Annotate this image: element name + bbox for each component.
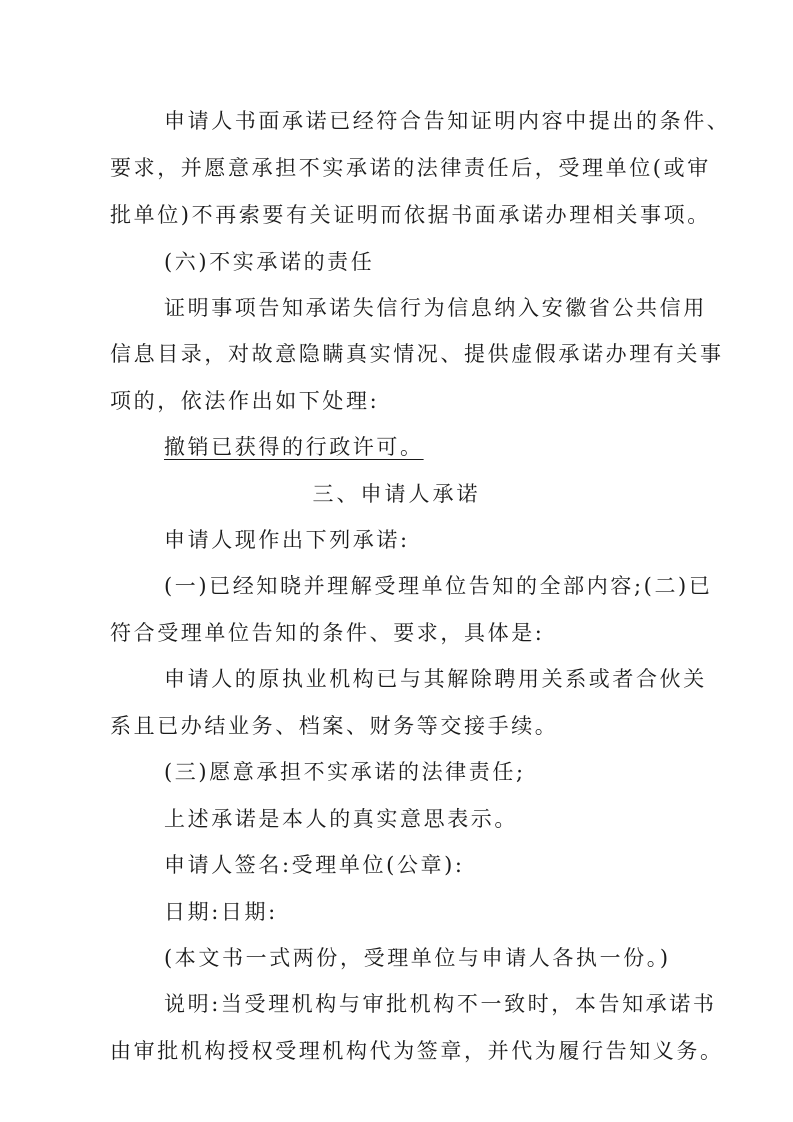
paragraph-line: (三)愿意承担不实承诺的法律责任; bbox=[164, 760, 526, 784]
subheading: (六)不实承诺的责任 bbox=[164, 250, 375, 274]
paragraph-line: 信息目录，对故意隐瞒真实情况、提供虚假承诺办理有关事 bbox=[110, 342, 724, 366]
paragraph-line: 符合受理单位告知的条件、要求，具体是: bbox=[110, 621, 545, 645]
paragraph-line: 说明:当受理机构与审批机构不一致时，本告知承诺书 bbox=[164, 992, 717, 1016]
paragraph-line: 系且已办结业务、档案、财务等交接手续。 bbox=[110, 714, 559, 738]
paragraph-line: 批单位)不再索要有关证明而依据书面承诺办理相关事项。 bbox=[110, 203, 711, 227]
paragraph-line: 申请人现作出下列承诺: bbox=[164, 528, 410, 552]
paragraph-line: (本文书一式两份，受理单位与申请人各执一份。) bbox=[164, 946, 671, 970]
paragraph-line: 由审批机构授权受理机构代为签章，并代为履行告知义务。 bbox=[110, 1039, 724, 1063]
revoke-line-wrapper bbox=[164, 433, 793, 461]
paragraph-line: 上述承诺是本人的真实意思表示。 bbox=[164, 807, 518, 831]
paragraph-line: 证明事项告知承诺失信行为信息纳入安徽省公共信用 bbox=[164, 296, 707, 320]
paragraph-line: 申请人书面承诺已经符合告知证明内容中提出的条件、 bbox=[164, 109, 731, 133]
signature-line: 申请人签名:受理单位(公章): bbox=[164, 853, 465, 877]
paragraph-line: (一)已经知晓并理解受理单位告知的全部内容;(二)已 bbox=[164, 574, 713, 598]
date-line: 日期:日期: bbox=[164, 900, 278, 924]
paragraph-line: 申请人的原执业机构已与其解除聘用关系或者合伙关 bbox=[164, 667, 707, 691]
section-heading: 三、申请人承诺 bbox=[312, 482, 481, 506]
paragraph-line: 要求，并愿意承担不实承诺的法律责任后，受理单位(或审 bbox=[110, 156, 711, 180]
revoke-text: 撤销已获得的行政许可。 bbox=[164, 435, 424, 459]
paragraph-line: 项的，依法作出如下处理: bbox=[110, 389, 380, 413]
